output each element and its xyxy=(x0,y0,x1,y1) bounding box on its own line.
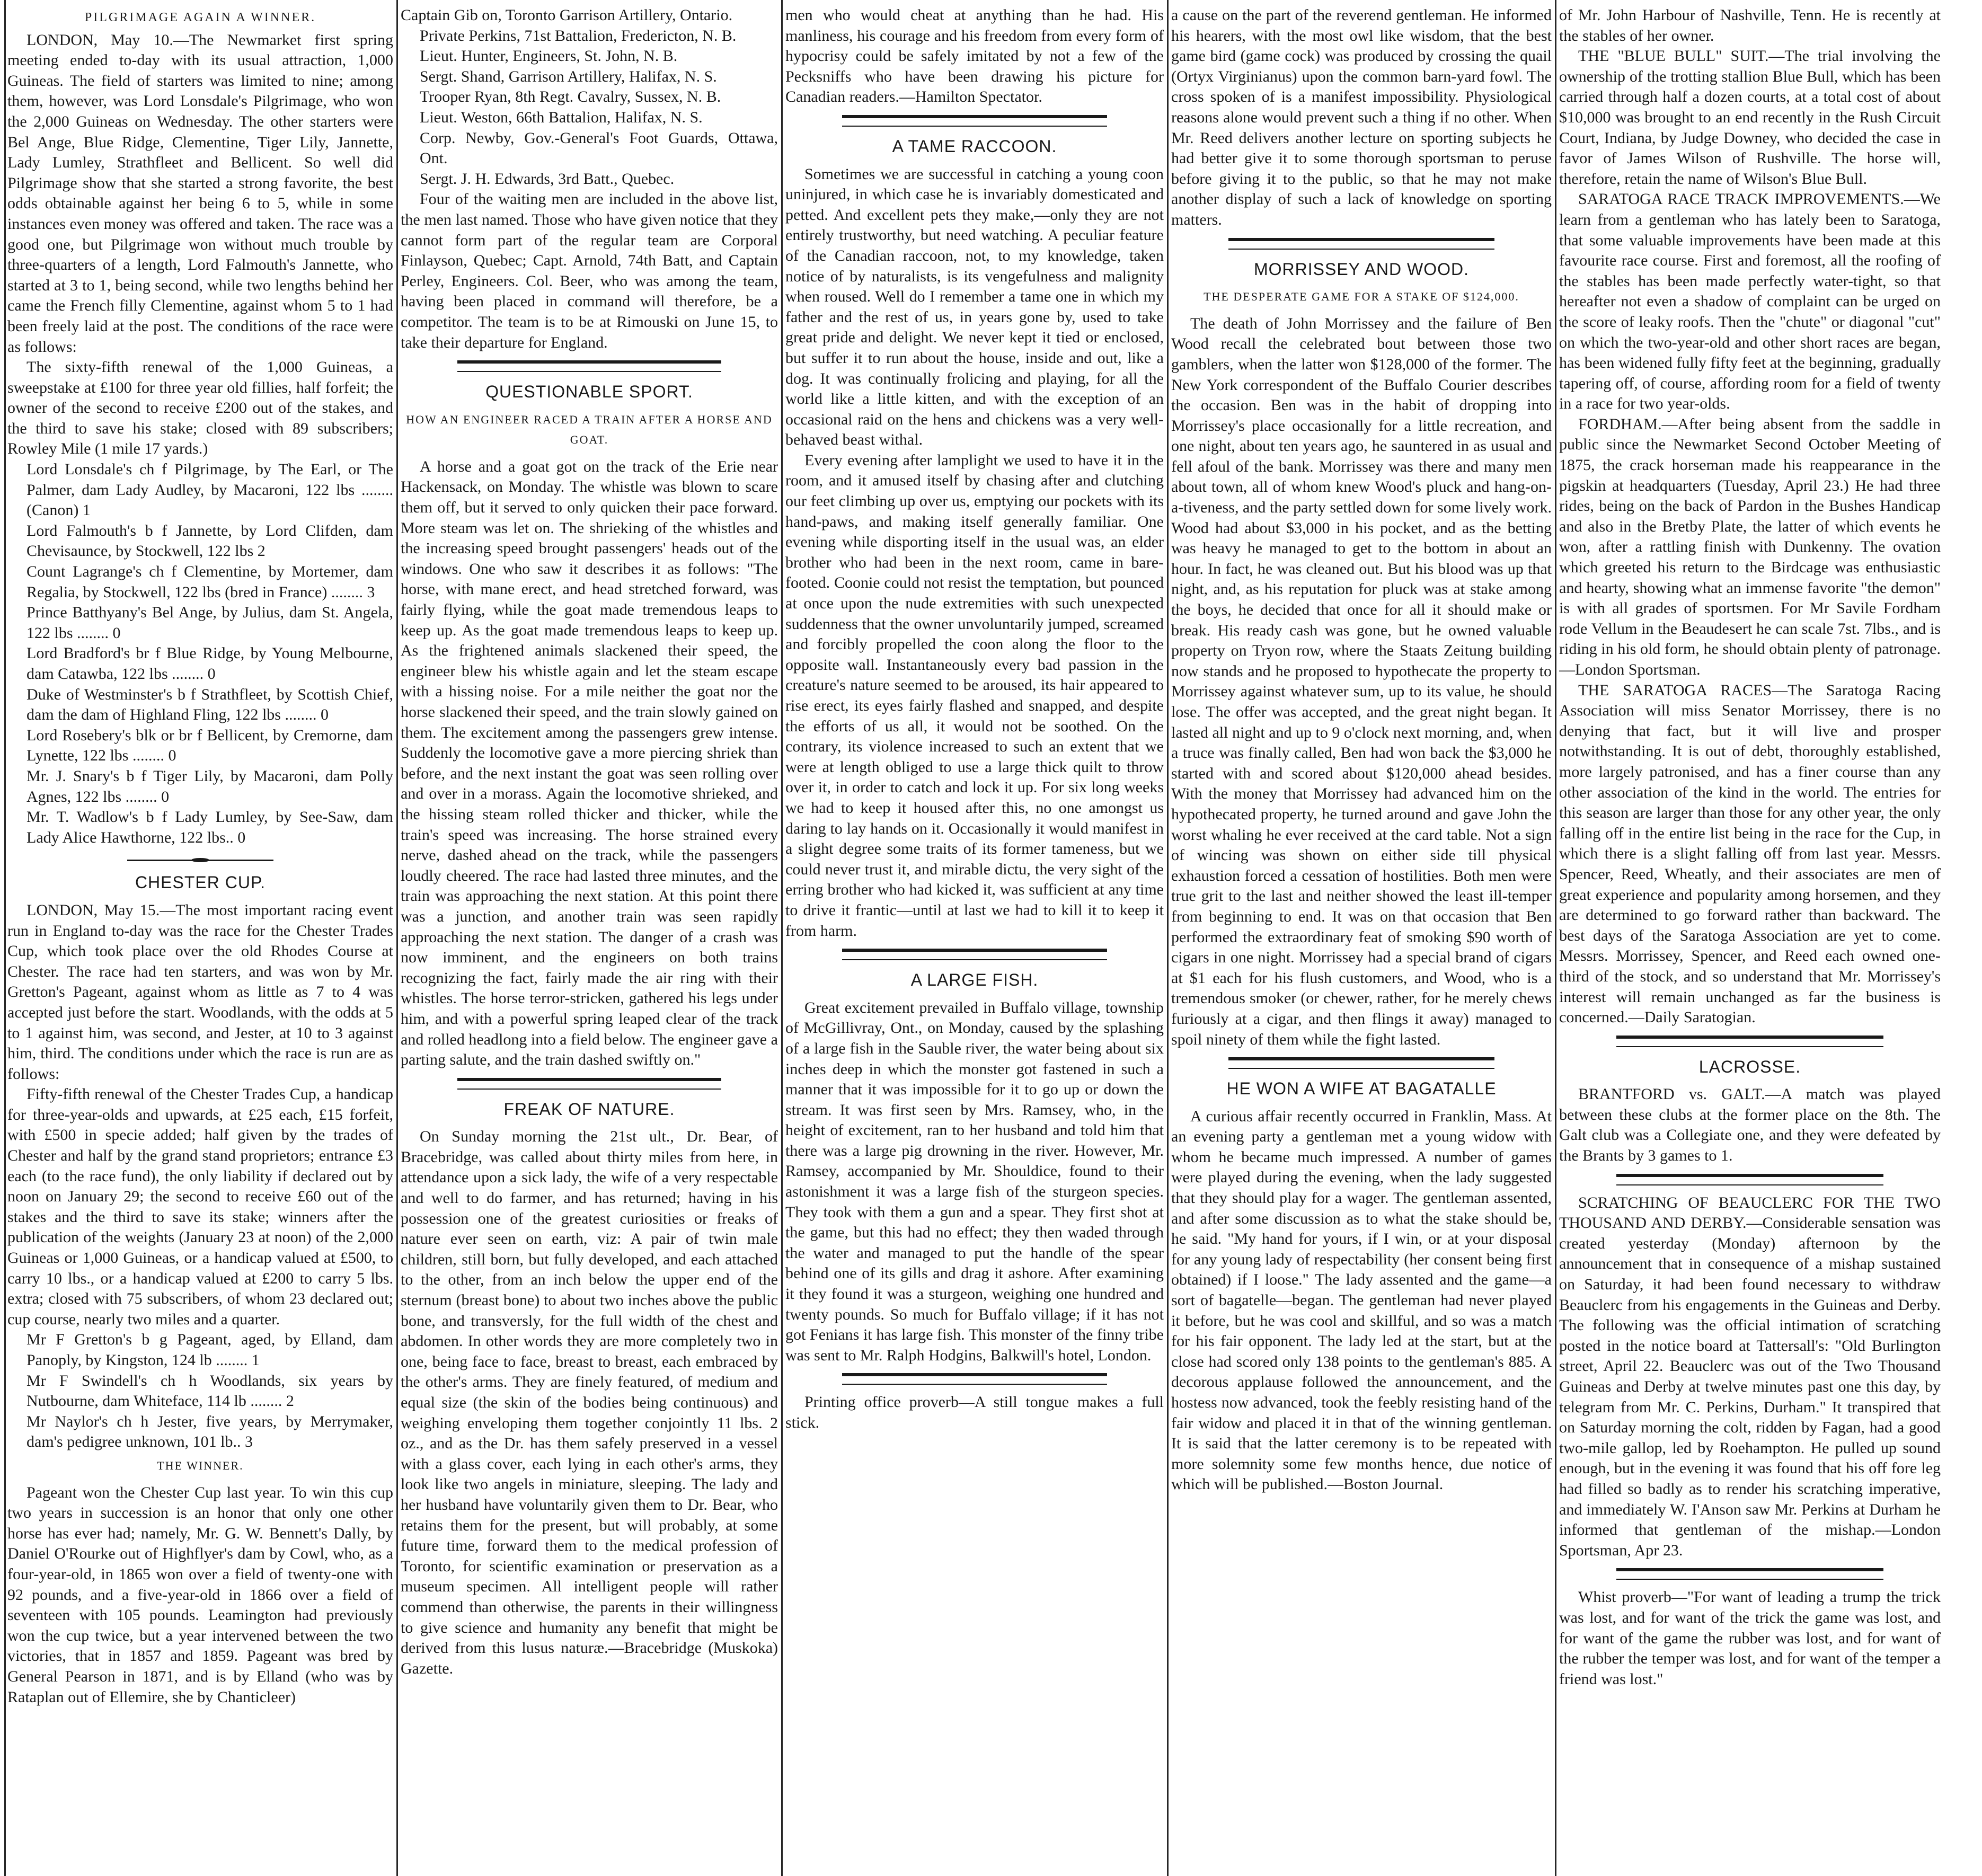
article-paragraph: A curious affair recently occurred in Franklin, Mass. At an evening party a gentleman met a young widow with whom he became much impressed. A number of games were played during the evening, when the lady suggested that they should play for a wager. The gentleman assented, and after some discussion as to what the stake should be, he said. "My hand for yours, if I win, or at your disposal for any young lady of respectability (her consent being first obtained) if I loose." The lady assented and the game—a sort of bagatelle—began. The gentleman had never played it before, but he was cool and skillful, and so was a match for his fair opponent. The lady led at the start, but at the close had scored only 138 points to the gentleman's 885. A decorous applause followed the announcement, and the hostess now advanced, took the feebly resisting hand of the fair widow and placed it in that of the winning gentleman. It is said that the latter ceremony is to be repeated with more solemnity some few months hence, due notice of which will be published.—Boston Journal. xyxy=(1171,1107,1552,1493)
list-item: Lieut. Hunter, Engineers, St. John, N. B. xyxy=(420,47,678,65)
section-divider xyxy=(1616,1174,1883,1185)
article-paragraph: A horse and a goat got on the track of the Erie near Hackensack, on Monday. The whistle was blown to scare them off, but it served to only quicken their pace forward. More steam was let on. The shrieking of the whistles and the increasing speed brought passengers' heads out of the windows. One who saw it describes it as follows: "The horse, with mane erect, and head stretched forward, was fairly flying, while the goat made tremendous leaps to keep up. As the goat made tremendous leaps to keep up. As the frightened animals slackened their speed, the engineer blew his whistle again and let the steam escape with a hissing noise. For a mile neither the goat nor the horse slackened their speed, and the train slowly gained on them. The excitement among the passengers grew intense. Suddenly the locomotive gave a more piercing shriek than before, and the next instant the goat was seen rolling over and over in a morass. Again the locomotive shrieked, and the hissing steam rolled thicker and thicker, while the train's speed was increasing. The horse strained every nerve, dashed ahead on the track, while the passengers loudly cheered. The race had lasted three minutes, and the train was approaching the next station. At this point there was a junction, and another train was seen rapidly approaching the next station. The danger of a crash was now imminent, and the engineers on both trains recognizing the fact, fairly made the air ring with their whistles. The horse terror-stricken, gathered his legs under him, and with a powerful spring leaped clear of the track and rolled headlong into a field below. The engineer gave a parting salute, and the train dashed swiftly on." xyxy=(401,457,778,1069)
column-3 xyxy=(785,5,1164,1871)
article-headline: CHESTER CUP. xyxy=(135,873,266,892)
article-paragraph: men who would cheat at anything than he had. His manliness, his courage and his freedom from every form of hypocrisy could be safely imitated by not a few of the Pecksniffs who have been drawing his picture for Canadian readers.—Hamilton Spectator. xyxy=(785,6,1164,106)
column-rule xyxy=(396,0,398,1876)
article-paragraph: SCRATCHING OF BEAUCLERC FOR THE TWO THOUSAND AND DERBY.—Considerable sensation was created yesterday (Monday) afternoon by the announcement that in consequence of a mishap sustained on Saturday, it had been found necessary to withdraw Beauclerc from his engagements in the Guineas and Derby. The following was the official intimation of scratching posted in the notice board at Tattersall's: "Old Burlington street, April 22. Beauclerc was out of the Two Thousand Guineas and Derby at twelve minutes past one this day, by telegram from Mr. C. Perkins, Durham." It transpired that on Saturday morning the colt, ridden by Fagan, had a good two-mile gallop, led by Roehampton. He pulled up sound enough, but in the evening it was found that his off fore leg had filled so badly as to render his scratching imperative, and immediately W. I'Anson saw Mr. Perkins at Durham he informed that gentleman of the mishap.—London Sportsman, Apr 23. xyxy=(1559,1193,1941,1559)
article-headline: MORRISSEY AND WOOD. xyxy=(1253,259,1469,279)
race-entry: Mr. T. Wadlow's b f Lady Lumley, by See-Saw, dam Lady Alice Hawthorne, 122 lbs.. 0 xyxy=(26,808,393,846)
article-paragraph: BRANTFORD vs. GALT.—A match was played between these clubs at the former place on the 8th. The Galt club was a Collegiate one, and they were defeated by the Brants by 3 games to 1. xyxy=(1559,1085,1941,1165)
article-headline: A TAME RACCOON. xyxy=(892,136,1057,156)
article-headline: LACROSSE. xyxy=(1698,1057,1801,1076)
race-entry: Mr F Gretton's b g Pageant, aged, by Elland, dam Panoply, by Kingston, 124 lb ........ 1 xyxy=(26,1331,393,1369)
race-entry: Prince Batthyany's Bel Ange, by Julius, dam St. Angela, 122 lbs ........ 0 xyxy=(26,604,393,642)
column-1 xyxy=(7,5,393,1871)
article-paragraph: of Mr. John Harbour of Nashville, Tenn. He is recently at the stables of her owner. xyxy=(1559,6,1941,45)
article-paragraph: Great excitement prevailed in Buffalo village, township of McGillivray, Ont., on Monday, caused by the splashing of a large fish in the Sauble river, the water being about six inches deep in which the monster got fastened in such a manner that it was impossible for it to go up or down the stream. It was first seen by Mrs. Ramsey, who, in the height of excitement, ran to her husband and told him that there was a large pig drowning in the river. However, Mr. Ramsey, accompanied by Mr. Shouldice, found to their astonishment it was a large fish of the sturgeon species. They took with them a gun and a spear. They first shot at the game, but this had no effect; they then waded through the water and managed to put the handle of the spear behind one of its gills and drag it ashore. After examining it they found it was a sturgeon, weighing one hundred and twenty pounds. So much for Buffalo village; if it has not got Fenians it has large fish. This monster of the finny tribe was sent to Mr. Ralph Hodgins, Balkwill's hotel, London. xyxy=(785,998,1164,1364)
race-entry: Duke of Westminster's b f Strathfleet, by Scottish Chief, dam the dam of Highland Fling, 122 lbs ........ 0 xyxy=(26,685,393,724)
article-paragraph: Fifty-fifth renewal of the Chester Trades Cup, a handicap for three-year-olds and upwards, at £25 each, £15 forfeit, with £500 in specie added; half given by the trades of Chester and half by the grand stand proprietors; entrance £3 each (to the race fund), the only liability if declared out by noon on January 29; the second to receive £60 out of the stakes and the third to save its stake; winners after the publication of the weights (January 23 at noon) of the 2,000 Guineas or 1,000 Guineas, or a handicap valued at £500, to carry 10 lbs., or a handicap valued at £200 to carry 5 lbs. extra; closed with 75 subscribers, of whom 23 declared out; cup course, nearly two miles and a quarter. xyxy=(7,1085,393,1328)
race-entry: Count Lagrange's ch f Clementine, by Mortemer, dam Regalia, by Stockwell, 122 lbs (bred in France) ........ 3 xyxy=(26,563,393,601)
section-divider xyxy=(1616,1568,1883,1580)
list-item: Trooper Ryan, 8th Regt. Cavalry, Sussex, N. B. xyxy=(420,88,721,106)
list-item: Sergt. Shand, Garrison Artillery, Halifax, N. S. xyxy=(420,67,717,85)
article-headline: FREAK OF NATURE. xyxy=(503,1099,675,1119)
column-4 xyxy=(1171,5,1552,1871)
article-paragraph: LONDON, May 10.—The Newmarket first spring meeting ended to-day with its usual attraction, 1,000 Guineas. The field of starters was limited to nine; among them, however, was Lord Lonsdale's Pilgrimage, who won the 2,000 Guineas on Wednesday. The other starters were Bel Ange, Blue Ridge, Clementine, Tiger Lily, Jannette, Lady Lumley, Strathfleet and Bellicent. So well did Pilgrimage show that she started a strong favorite, the best odds obtainable against her being 6 to 5, while in some instances even money was offered and taken. The race was a good one, but Pilgrimage won without much trouble by three-quarters of a length, Lord Falmouth's Jannette, who started at 3 to 1, being second, while two lengths behind her came the French filly Clementine, against whom 5 to 1 had been freely laid at the post. The conditions of the race were as follows: xyxy=(7,31,393,356)
article-paragraph: a cause on the part of the reverend gentleman. He informed his hearers, with the most owl like wisdom, that the best game bird (game cock) was produced by crossing the quail (Ortyx Virginianus) upon the common barn-yard fowl. The cross spoken of is a manifest impossibility. Physiological reasons alone would prevent such a thing if no other. When Mr. Reed delivers another lecture on sporting subjects he had better give it to some thorough sportsman to peruse before giving it to the public, so that he may not make another display of such a lack of knowledge on sporting matters. xyxy=(1171,6,1552,228)
article-paragraph: On Sunday morning the 21st ult., Dr. Bear, of Bracebridge, was called about thirty miles from here, in attendance upon a sick lady, the wife of a very respectable and well to do farmer, and has returned; having in his possession one of the greatest curiosities or freaks of nature ever seen on earth, viz: A pair of twin male children, still born, but fully developed, and each attached to the other, from an inch below the upper end of the sternum (breast bone) to about two inches above the public bone, and transversly, for the full width of the chest and abdomen. In other words they are more completely two in one, being face to face, breast to breast, each embraced by the other's arms. They are finely featured, of medium and equal size (the skin of the bodies being continuous) and weighing enveloping them together conjointly 11 lbs. 2 oz., and as the Dr. has them safely preserved in a vessel with a glass cover, each lying in each other's arms, they look like two angels in miniature, sleeping. The lady and her husband have voluntarily given them to Dr. Bear, who retains them for the present, but will probably, at some future time, forward them to the medical profession of Toronto, for scientific examination or preservation as a museum specimen. All intelligent people will rather commend than otherwise, the parents in their willingness to give science and humanity any benefit that might be derived from this lusus naturæ.—Bracebridge (Muskoka) Gazette. xyxy=(401,1128,778,1677)
article-paragraph: THE SARATOGA RACES—The Saratoga Racing Association will miss Senator Morrissey, there is no denying that fact, but it will live and prosper notwithstanding. It is out of debt, thoroughly established, more largely patronised, and has a finer course than any other association of the kind in the world. The entries for this season are larger than those for any other year, the only falling off in the entire list being in the race for the Cup, in which there is a slight falling off from last year. Messrs. Spencer, Reed, Wheatly, and their associates are men of great experience and popularity among horsemen, and they are determined to go forward rather than backward. The best days of the Saratoga Association are yet to come. Messrs. Morrissey, Spencer, and Reed each owned one-third of the stock, and so understand that Mr. Morrissey's interest will remain unchanged as far the business is concerned.—Daily Saratogian. xyxy=(1559,681,1941,1027)
article-paragraph: The sixty-fifth renewal of the 1,000 Guineas, a sweepstake at £100 for three year old fillies, half forfeit; the owner of the second to receive £200 out of the stakes, and the third to save his stake; closed with 89 subscribers; Rowley Mile (1 mile 17 yards.) xyxy=(7,358,393,458)
article-paragraph: Captain Gib on, Toronto Garrison Artillery, Ontario. xyxy=(401,6,733,24)
article-paragraph: Sometimes we are successful in catching a young coon uninjured, in which case he is invariably domesticated and petted. And excellent pets they make,—only they are not entirely trustworthy, but need watching. A peculiar feature of the Canadian raccoon, not, to my knowledge, taken notice of by naturalists, is its vengefulness and malignity when roused. Well do I remember a tame one in which my father and the rest of us, in years gone by, used to take great pride and delight. We never kept it tied or enclosed, but suffer it to run about the house, inside and out, like a dog. It was continually frolicing and playing, for all the world like a little kitten, and with the exception of an occasional raid on the hens and chickens was a very well-behaved beast withal. xyxy=(785,165,1164,449)
article-paragraph: Every evening after lamplight we used to have it in the room, and it amused itself by chasing after and clutching our feet climbing up over us, emptying our pockets with its hand-paws, and making itself generally familiar. One evening while disporting itself in the usual was, an elder brother who had been in the next room, came in bare-footed. Coonie could not resist the temptation, but pounced at once upon the nude extremities with such unexpected suddenness that the owner unvoluntarily jumped, screamed and forcibly propelled the coon along the floor to the opposite wall. Instantaneously every bad passion in the creature's nature seemed to be aroused, its hair appeared to rise erect, its eyes fairly flashed and snapped, and despite the efforts of us all, it would not be soothed. On the contrary, its violence increased to such an extent that we were at length obliged to use a large thick quilt to throw over it, in order to catch and lock it up. For six long weeks we had to keep it housed after this, no one amongst us daring to lay hands on it. Occasionally it would manifest in a slight degree some traits of its former tameness, but we could never trust it, and mirable dictu, the very sight of the erring brother who had kicked it, was sufficient at any time to drive it frantic—until at last we had to kill it to keep it from harm. xyxy=(785,451,1164,940)
race-entry: Mr Naylor's ch h Jester, five years, by Merrymaker, dam's pedigree unknown, 101 lb.. 3 xyxy=(26,1412,393,1451)
article-headline: A LARGE FISH. xyxy=(910,970,1039,990)
article-subhead: THE WINNER. xyxy=(157,1458,244,1472)
column-rule xyxy=(4,0,6,1876)
article-paragraph: SARATOGA RACE TRACK IMPROVEMENTS.—We learn from a gentleman who has lately been to Saratoga, that some valuable improvements have been made at this favourite race course. First and foremost, all the roofing of the stables has been made perfectly water-tight, so that hereafter not even a shadow of complaint can be urged on the score of leaky roofs. Then the "chute" or diagonal "cut" on which the two-year-old and other short races are began, has been widened fully fifty feet at the beginning, gradually tapering off, of course, affording room for a field of twenty in a race for two year-olds. xyxy=(1559,190,1941,413)
list-item: Private Perkins, 71st Battalion, Fredericton, N. B. xyxy=(420,26,737,45)
article-paragraph: Whist proverb—"For want of leading a trump the trick was lost, and for want of the trick the game was lost, and for want of the game the rubber was lost, and for want of the rubber the temper was lost, and for want of the temper a friend was lost." xyxy=(1559,1588,1941,1688)
race-entry: Lord Lonsdale's ch f Pilgrimage, by The Earl, or The Palmer, dam Lady Audley, by Macaroni, 122 lbs ........(Canon) 1 xyxy=(26,461,393,519)
article-paragraph: Pageant won the Chester Cup last year. To win this cup two years in succession is an honor that only one other horse has ever had; namely, Mr. G. W. Bennett's Dally, by Daniel O'Rourke out of Highflyer's dam by Cowl, who, as a four-year-old, in 1865 won over a field of twenty-one with 92 pounds, and a five-year-old in 1866 over a field of seventeen with 105 pounds. Leamington had previously won the cup twice, but a year intervened between the two victories, that in 1857 and 1859. Pageant was bred by General Pearson in 1871, and is by Elland (who was by Rataplan out of Ellemire, she by Chanticleer) xyxy=(7,1483,393,1706)
article-paragraph: The death of John Morrissey and the failure of Ben Wood recall the celebrated bout between those two gamblers, when the latter won $128,000 of the former. The New York correspondent of the Buffalo Courier describes the occasion. Ben was in the habit of dropping into Morrissey's place occasionally for a little recreation, and one night, about ten years ago, he sauntered in as usual and fell afoul of the bank. Morrissey was there and many men about town, all of whom knew Wood's pluck and hang-on-a-tiveness, and the party settled down for some lively work. Wood had about $3,000 in his pocket, and as the betting was heavy he managed to get to the bottom in about an hour. In fact, he was cleaned out. But his blood was up that night, and, as his reputation for pluck was at stake among the boys, he decided that once for all it should make or break. His ready cash was gone, but he owned valuable property on Tryon row, where the Staats Zeitung building now stands and he proposed to hypothecate the property to Morrissey against whatever sum, up to its value, he should lose. The offer was accepted, and the great night began. It lasted all night and up to 9 o'clock next morning, and, when a truce was finally called, Ben had won back the $3,000 he started with and scored about $120,000 ahead besides. With the money that Morrissey had advanced him on the hypothecated property, he turned around and gave John the worst whaling he ever received at the card table. Not a sign of wincing was shown on either side till physical exhaustion forced a cessation of hostilities. Both men were true grit to the last and neither showed the least ill-temper from beginning to end. It was on that occasion that Ben performed the extraordinary feat of smoking $90 worth of cigars in one night. Morrissey had a special brand of cigars at $1 each for his flush customers, and Wood, who is a tremendous smoker (or chewer, rather, for he merely chews furiously at a cigar, and then flings it away) managed to spoil ninety of them while the fight lasted. xyxy=(1171,314,1552,1048)
article-subhead: HOW AN ENGINEER RACED A TRAIN AFTER A HORSE AND GOAT. xyxy=(406,412,773,447)
section-divider xyxy=(1228,1057,1495,1069)
column-rule xyxy=(781,0,783,1876)
column-2 xyxy=(401,5,778,1871)
article-paragraph: FORDHAM.—After being absent from the saddle in public since the Newmarket Second October Meeting of 1875, the crack horseman made his reappearance in the pigskin at headquarters (Tuesday, April 23.) He had three rides, being on the back of Pardon in the Bushes Handicap and also in the Bretby Plate, the latter of which events he won, after a rattling finish with Dunkenny. The ovation which greeted his return to the Birdcage was enthusiastic and hearty, showing what an immense favorite "the demon" is with all grades of sportsmen. For Mr Savile Fordham rode Vellum in the Beaudesert he can scale 7st. 7lbs., and is riding in his old form, he should obtain plenty of patronage.—London Sportsman. xyxy=(1559,415,1941,678)
article-paragraph: Four of the waiting men are included in the above list, the men last named. Those who have given notice that they cannot form part of the regular team are Corporal Finlayson, Quebec; Capt. Arnold, 74th Batt, and Captain Perley, Engineers. Col. Beer, who was among the team, having been placed in command will therefore, be a competitor. The team is to be at Rimouski on June 15, to take their departure for England. xyxy=(401,190,778,351)
article-headline: PILGRIMAGE AGAIN A WINNER. xyxy=(84,11,316,24)
race-entry: Lord Rosebery's blk or br f Bellicent, by Cremorne, dam Lynette, 122 lbs ........ 0 xyxy=(26,726,393,765)
article-paragraph: THE "BLUE BULL" SUIT.—The trial involving the ownership of the trotting stallion Blue Bull, which has been carried through half a dozen courts, at a total cost of about $10,000 was brought to an end recently in the Rush Circuit Court, Indiana, by Judge Downey, who decided the case in favor of James Wilson of Rushville. The horse will, therefore, retain the name of Wilson's Blue Bull. xyxy=(1559,47,1941,188)
section-divider xyxy=(1616,1036,1883,1047)
list-item: Lieut. Weston, 66th Battalion, Halifax, N. S. xyxy=(420,108,703,126)
list-item: Corp. Newby, Gov.-General's Foot Guards, Ottawa, Ont. xyxy=(420,129,778,167)
race-entry: Mr. J. Snary's b f Tiger Lily, by Macaroni, dam Polly Agnes, 122 lbs ........ 0 xyxy=(26,767,393,806)
race-entry: Lord Bradford's br f Blue Ridge, by Young Melbourne, dam Catawba, 122 lbs ........ 0 xyxy=(26,644,393,683)
column-rule xyxy=(1167,0,1169,1876)
column-rule xyxy=(1555,0,1556,1876)
section-divider xyxy=(842,949,1107,960)
section-divider xyxy=(842,115,1107,127)
column-5 xyxy=(1559,5,1941,1871)
article-paragraph: Printing office proverb—A still tongue makes a full stick. xyxy=(785,1393,1164,1431)
section-divider xyxy=(457,360,721,372)
list-item: Sergt. J. H. Edwards, 3rd Batt., Quebec. xyxy=(420,170,675,188)
section-divider xyxy=(842,1373,1107,1385)
article-headline: HE WON A WIFE AT BAGATALLE xyxy=(1226,1079,1497,1099)
section-divider xyxy=(457,1078,721,1090)
race-entry: Mr F Swindell's ch h Woodlands, six years by Nutbourne, dam Whiteface, 114 lb ........ 2 xyxy=(26,1371,393,1410)
race-entry: Lord Falmouth's b f Jannette, by Lord Clifden, dam Chevisaunce, by Stockwell, 122 lbs 2 xyxy=(26,521,393,560)
section-divider xyxy=(1228,238,1495,250)
article-headline: QUESTIONABLE SPORT. xyxy=(485,382,693,402)
section-divider xyxy=(127,857,274,863)
article-subhead: THE DESPERATE GAME FOR A STAKE OF $124,000. xyxy=(1204,290,1519,304)
article-paragraph: LONDON, May 15.—The most important racing event run in England to-day was the race for the Chester Trades Cup, which took place over the old Rhodes Course at Chester. The race had ten starters, and was won by Mr. Gretton's Pageant, against whom as little as 7 to 4 was accepted just before the start. Woodlands, with the odds at 5 to 1 against him, was second, and Jester, at 10 to 3 against him, third. The conditions under which the race is run are as follows: xyxy=(7,901,393,1083)
